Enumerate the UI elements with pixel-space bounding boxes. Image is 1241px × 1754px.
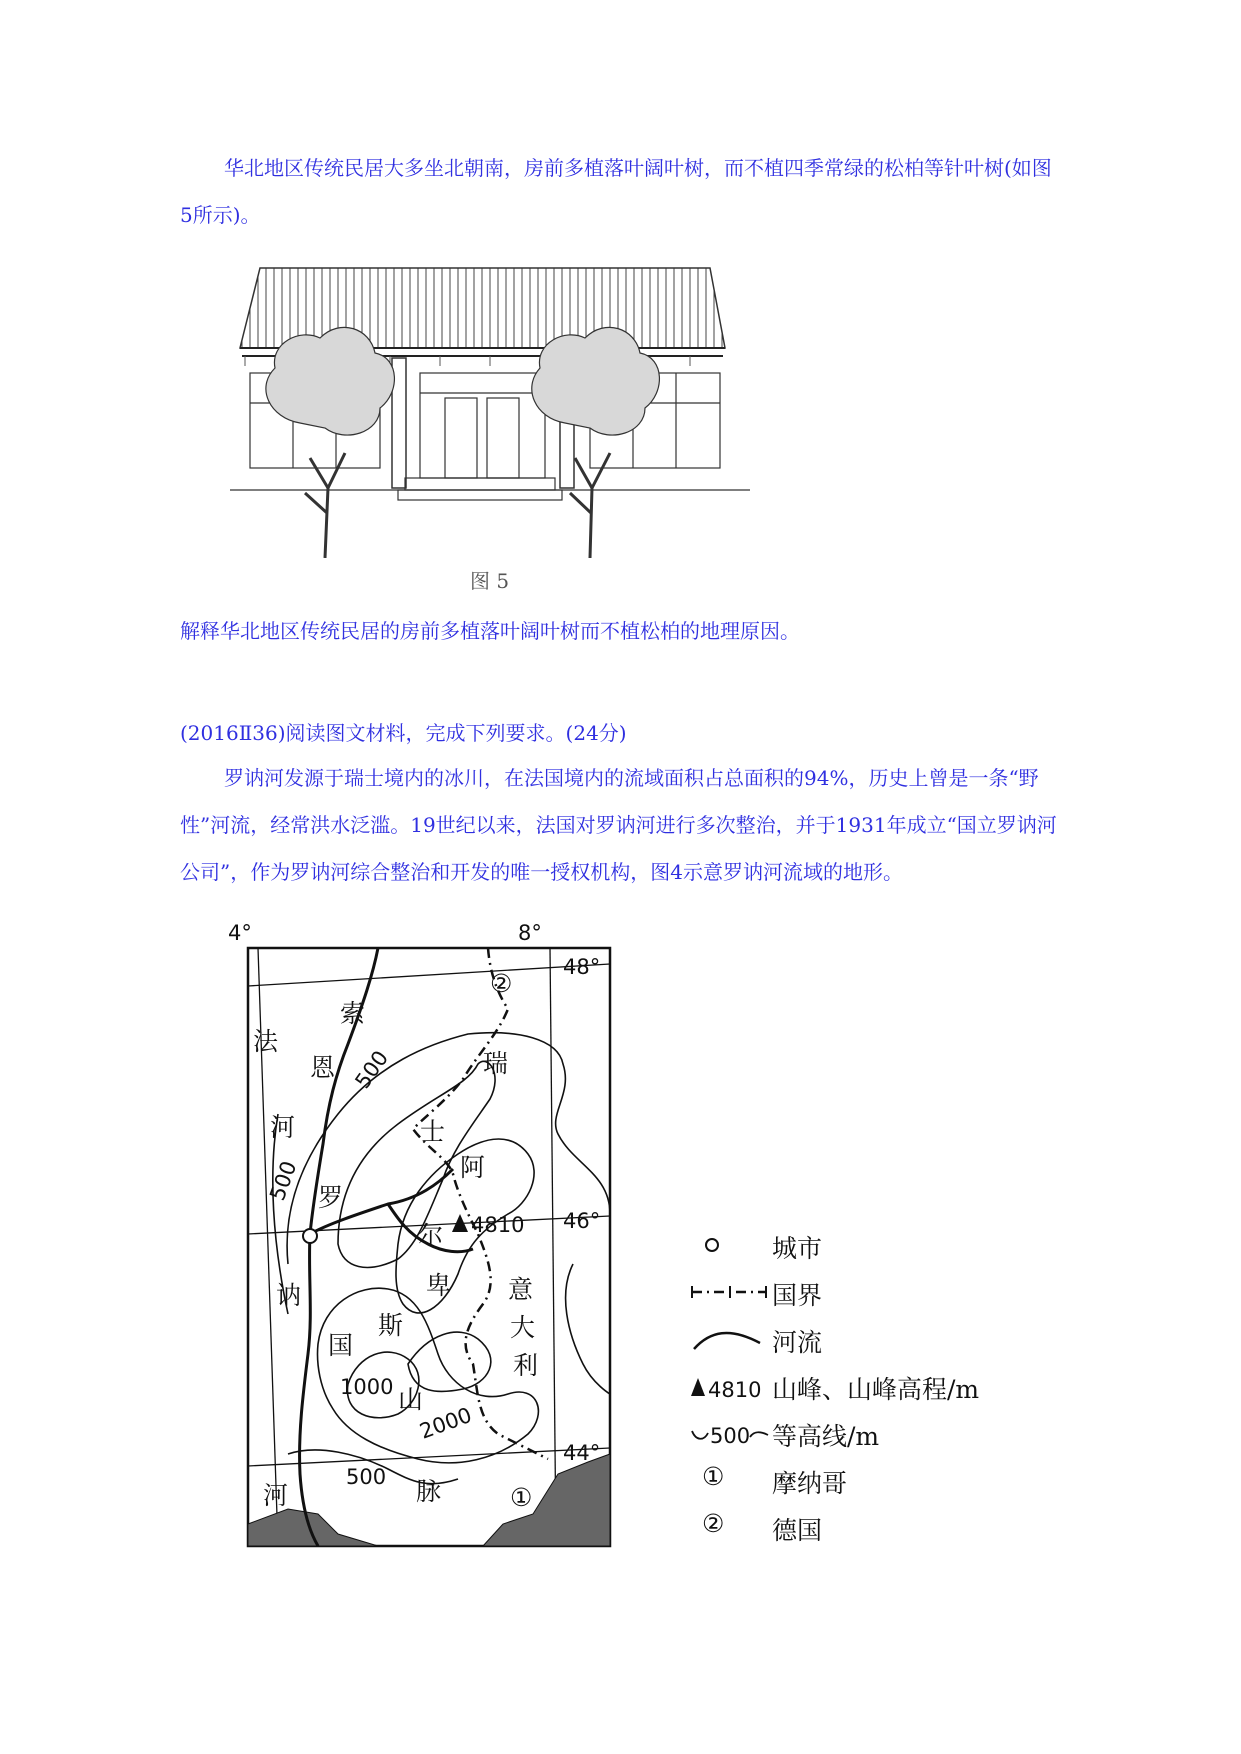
contour-label-500-a: 500 <box>350 1046 394 1093</box>
lat-label-46: 46° <box>563 1209 601 1233</box>
label-shi: 士 <box>420 1117 446 1146</box>
left-tree <box>266 327 395 558</box>
label-shan: 山 <box>398 1385 424 1414</box>
figure5-caption: 图 5 <box>470 569 510 593</box>
legend-label-border: 国界 <box>772 1281 823 1310</box>
question1-text: 解释华北地区传统民居的房前多植落叶阔叶树而不植松柏的地理原因。 <box>180 619 800 643</box>
peak-label: 4810 <box>471 1213 525 1237</box>
lat-label-44: 44° <box>563 1441 601 1465</box>
house-drawing <box>230 258 750 558</box>
right-tree <box>532 327 660 558</box>
legend-label-contour: 等高线/m <box>772 1422 880 1451</box>
rhone-basin-map <box>228 914 628 1566</box>
label-ne: 讷 <box>276 1281 302 1310</box>
label-mai: 脉 <box>416 1477 442 1506</box>
svg-text:4810: 4810 <box>708 1378 762 1402</box>
figure5-house-illustration <box>230 258 750 562</box>
legend-label-monaco: 摩纳哥 <box>772 1469 848 1498</box>
contour-label-500-b: 500 <box>265 1157 302 1204</box>
peak-icon <box>690 1366 770 1406</box>
question2-paragraph: 罗讷河发源于瑞士境内的冰川，在法国境内的流域面积占总面积的94%，历史上曾是一条“野性”河流，经常洪水泛滥。19世纪以来，法国对罗讷河进行多次整治，并于1931年成立“国立罗讷河公司”，作为罗讷河综合整治和开发的唯一授权机构，图4示意罗讷河流域的地形。 <box>180 766 1057 884</box>
label-da: 大 <box>510 1313 536 1342</box>
city-icon <box>690 1225 770 1265</box>
label-luo: 罗 <box>318 1183 344 1212</box>
monaco-marker: ① <box>702 1462 725 1491</box>
marker-monaco: ① <box>510 1483 533 1512</box>
label-en: 恩 <box>310 1053 336 1082</box>
label-suo: 索 <box>340 999 366 1028</box>
label-he1: 河 <box>270 1113 296 1142</box>
question2-header: (2016Ⅱ36)阅读图文材料，完成下列要求。(24分) <box>180 721 627 745</box>
intro-paragraph: 华北地区传统民居大多坐北朝南，房前多植落叶阔叶树，而不植四季常绿的松柏等针叶树(如图5所示)。 <box>180 156 1052 227</box>
germany-marker: ② <box>702 1509 725 1538</box>
label-li: 利 <box>513 1351 539 1380</box>
marker-germany: ② <box>490 969 513 998</box>
svg-text:500: 500 <box>710 1424 751 1448</box>
legend-label-peak: 山峰、山峰高程/m <box>772 1375 980 1404</box>
legend-label-river: 河流 <box>772 1328 823 1357</box>
label-fa: 法 <box>253 1027 279 1056</box>
label-rui: 瑞 <box>483 1049 509 1078</box>
label-er: 尔 <box>418 1221 444 1250</box>
label-yi: 意 <box>508 1275 534 1304</box>
label-guo: 国 <box>328 1331 354 1360</box>
label-he2: 河 <box>263 1481 289 1510</box>
contour-label-1000: 1000 <box>340 1375 394 1399</box>
contour-label-2000: 2000 <box>416 1402 475 1444</box>
label-si: 斯 <box>378 1311 404 1340</box>
river-icon <box>690 1319 770 1359</box>
figure4-rhone-map <box>228 914 628 1570</box>
lon-label-4: 4° <box>228 921 252 945</box>
legend-label-city: 城市 <box>772 1234 823 1263</box>
legend-label-germany: 德国 <box>772 1516 823 1545</box>
lat-label-48: 48° <box>563 955 601 979</box>
label-bei: 卑 <box>426 1271 452 1300</box>
contour-icon <box>690 1413 770 1453</box>
city-lyon <box>303 1229 317 1243</box>
label-a: 阿 <box>460 1153 486 1182</box>
lon-label-8: 8° <box>518 921 542 945</box>
contour-label-500-c: 500 <box>346 1465 387 1489</box>
border-icon <box>690 1272 770 1312</box>
